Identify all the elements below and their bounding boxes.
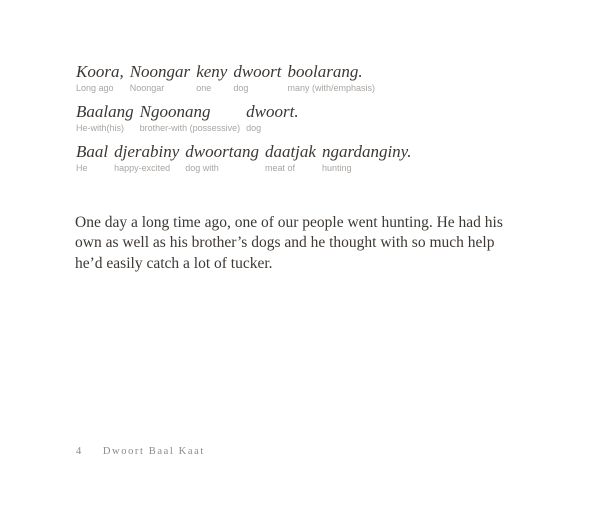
noongar-word: daatjak [264, 142, 316, 161]
book-title: Dwoort Baal Kaat [102, 446, 205, 457]
gloss-label: He-with(his) [76, 123, 125, 133]
gloss-label: He [76, 163, 88, 173]
noongar-word: dwoort. [246, 102, 299, 121]
gloss-label: brother-with (possessive) [139, 123, 241, 133]
noongar-word: ngardanginy. [321, 142, 412, 161]
word-column [76, 142, 108, 174]
noongar-word: Ngoonang [139, 102, 211, 121]
noongar-word: dwoort [233, 62, 282, 81]
gloss-label: dog with [185, 163, 219, 173]
interlinear-sentence-1 [76, 62, 412, 94]
word-column [185, 142, 259, 174]
gloss-label: dog [246, 123, 262, 133]
gloss-label: hunting [321, 163, 352, 173]
word-column [322, 142, 412, 174]
gloss-label: meat of [264, 163, 295, 173]
noongar-word: keny [196, 62, 228, 81]
word-column [130, 62, 190, 94]
gloss-label: happy-excited [114, 163, 171, 173]
gloss-label: Noongar [129, 83, 165, 93]
noongar-word: Koora, [76, 62, 124, 81]
noongar-word: Baalang [76, 102, 134, 121]
word-column [246, 102, 298, 134]
word-column [140, 102, 241, 134]
gloss-label: one [196, 83, 212, 93]
word-column [114, 142, 179, 174]
noongar-word: Noongar [129, 62, 191, 81]
word-column [233, 62, 281, 94]
gloss-label: many (with/emphasis) [287, 83, 376, 93]
noongar-word: dwoortang [185, 142, 259, 161]
word-column [76, 62, 124, 94]
interlinear-sentence-2 [76, 102, 412, 134]
interlinear-sentence-3 [76, 142, 412, 174]
page-number: 4 [76, 446, 83, 457]
interlinear-section [76, 62, 412, 182]
gloss-label: Long ago [76, 83, 114, 93]
word-column [76, 102, 134, 134]
page-footer [76, 446, 205, 457]
word-column [265, 142, 316, 174]
word-column [288, 62, 376, 94]
noongar-word: boolarang. [287, 62, 363, 81]
gloss-label: dog [233, 83, 249, 93]
noongar-word: Baal [76, 142, 109, 161]
word-column [196, 62, 227, 94]
noongar-word: djerabiny [114, 142, 180, 161]
story-paragraph: One day a long time ago, one of our people went hunting. He had his own as well as his brother’s dogs and he thought with so much help he’d easily catch a lot of tucker. [75, 213, 503, 272]
